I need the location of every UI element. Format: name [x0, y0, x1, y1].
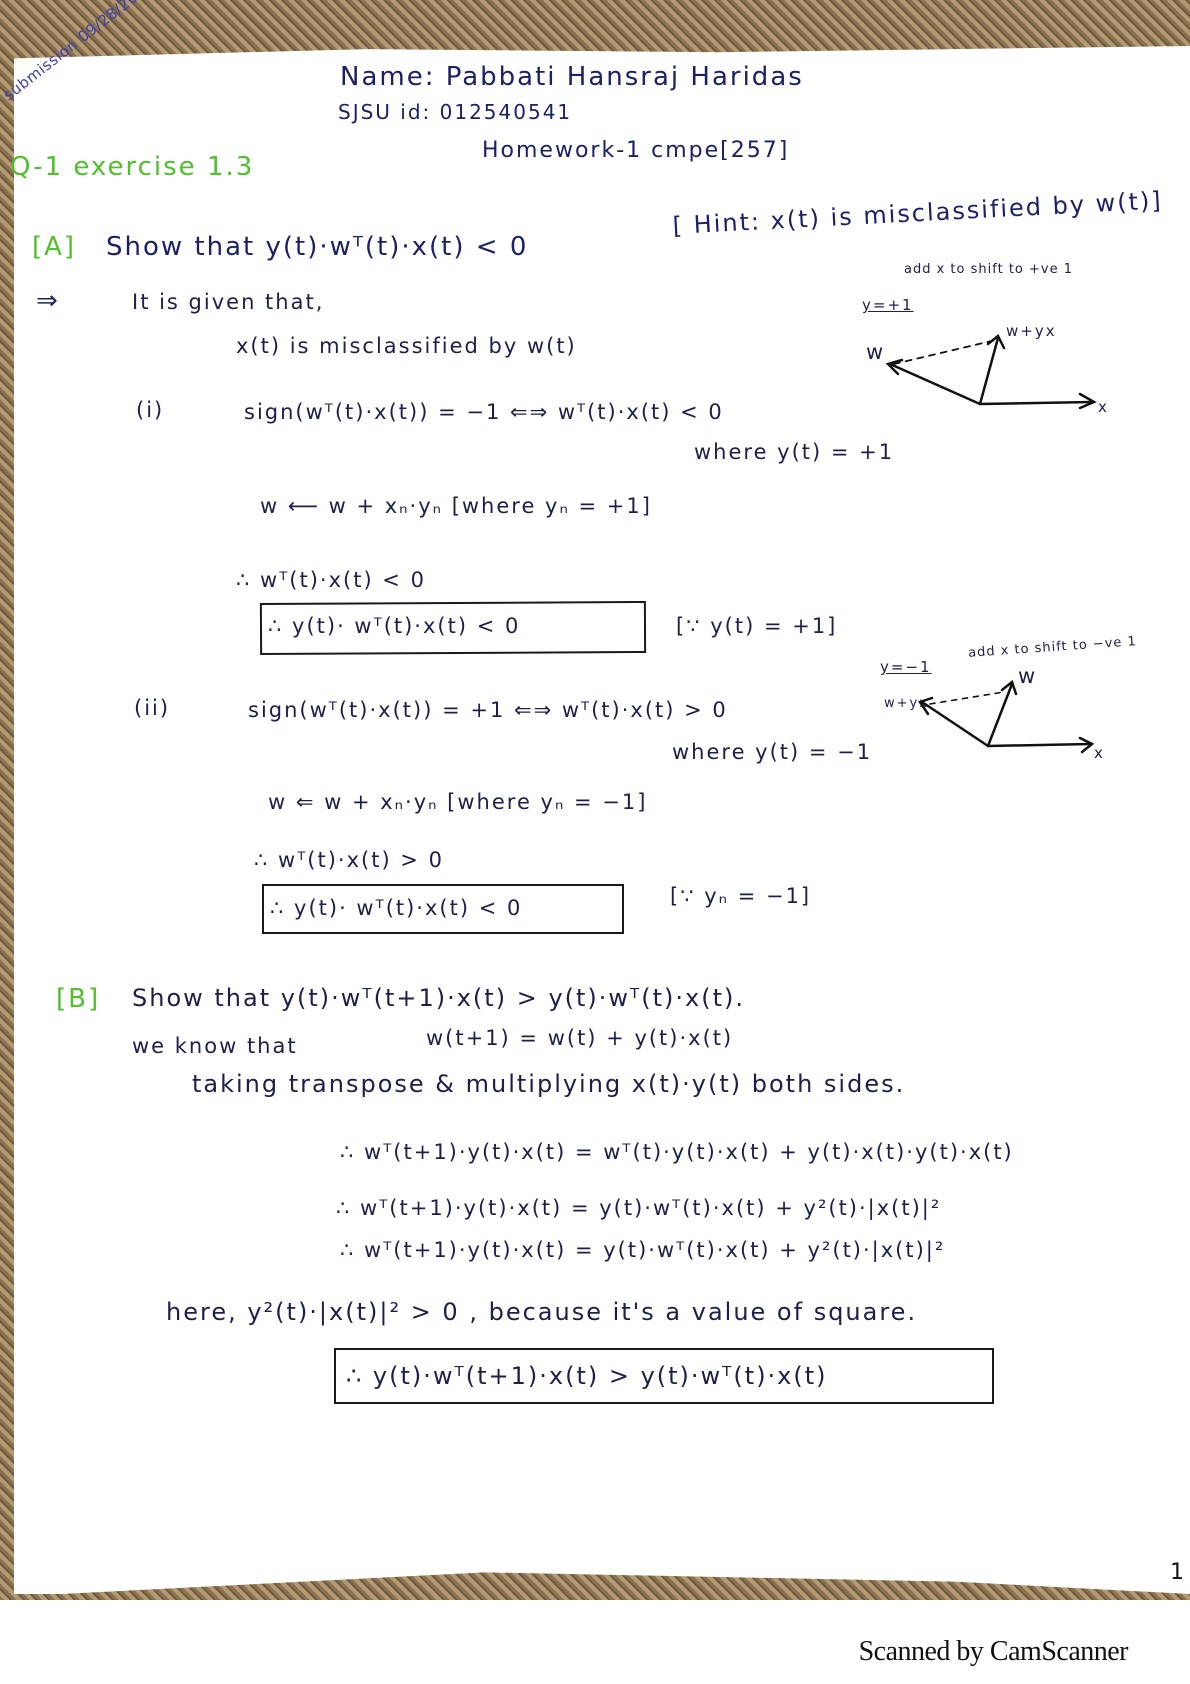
- part-a-label: [A]: [32, 232, 77, 262]
- we-know-text: we know that: [132, 1034, 298, 1058]
- case-ii-therefore: ∴ wᵀ(t)·x(t) > 0: [254, 848, 444, 872]
- case-i-therefore: ∴ wᵀ(t)·x(t) < 0: [236, 568, 426, 592]
- case-ii-boxed-result: ∴ y(t)· wᵀ(t)·x(t) < 0: [270, 896, 523, 920]
- diagram-i-x-label: x: [1098, 398, 1109, 416]
- part-b-boxed-result: ∴ y(t)·wᵀ(t+1)·x(t) > y(t)·wᵀ(t)·x(t): [346, 1362, 828, 1390]
- diagram-ii-caption: add x to shift to −ve 1: [967, 634, 1138, 661]
- part-a-statement: Show that y(t)·wᵀ(t)·x(t) < 0: [106, 232, 529, 262]
- part-a-hint: [ Hint: x(t) is misclassified by w(t)]: [672, 186, 1164, 240]
- case-ii-where: where y(t) = −1: [672, 740, 873, 764]
- vector-diagram-i: [880, 320, 1110, 410]
- diagram-ii-wyx-label: w+yx: [884, 696, 929, 711]
- here-explanation: here, y²(t)·|x(t)|² > 0 , because it's a value of square.: [166, 1298, 918, 1326]
- case-i-sign-equation: sign(wᵀ(t)·x(t)) = −1 ⇐⇒ wᵀ(t)·x(t) < 0: [244, 400, 724, 424]
- diagram-i-caption: add x to shift to +ve 1: [904, 262, 1073, 277]
- page-number: 1: [1170, 1560, 1184, 1585]
- case-i-where: where y(t) = +1: [694, 440, 895, 464]
- sjsu-id: SJSU id: 012540541: [338, 100, 573, 124]
- diagram-i-y-label: y=+1: [862, 296, 914, 314]
- equation-3: ∴ wᵀ(t+1)·y(t)·x(t) = y(t)·wᵀ(t)·x(t) + y²(t)·|x(t)|²: [340, 1238, 946, 1262]
- diagram-i-w-label: w: [866, 340, 886, 364]
- given-text: x(t) is misclassified by w(t): [236, 334, 577, 358]
- student-name: Name: Pabbati Hansraj Haridas: [340, 62, 804, 92]
- case-ii-reason: [∵ yₙ = −1]: [670, 884, 812, 908]
- update-rule: w(t+1) = w(t) + y(t)·x(t): [426, 1026, 734, 1050]
- case-i-reason: [∵ y(t) = +1]: [676, 614, 838, 638]
- case-i-update-rule: w ⟵ w + xₙ·yₙ [where yₙ = +1]: [260, 494, 652, 518]
- question-label: Q-1 exercise 1.3: [10, 152, 255, 182]
- equation-1: ∴ wᵀ(t+1)·y(t)·x(t) = wᵀ(t)·y(t)·x(t) + y(t)·x(t)·y(t)·x(t): [340, 1140, 1014, 1164]
- scanner-watermark: Scanned by CamScanner: [858, 1636, 1128, 1667]
- case-ii-update-rule: w ⇐ w + xₙ·yₙ [where yₙ = −1]: [268, 790, 648, 814]
- homework-title: Homework-1 cmpe[257]: [482, 138, 790, 163]
- case-ii-sign-equation: sign(wᵀ(t)·x(t)) = +1 ⇐⇒ wᵀ(t)·x(t) > 0: [248, 698, 728, 722]
- transpose-text: taking transpose & multiplying x(t)·y(t) both sides.: [192, 1070, 906, 1098]
- vector-diagram-ii: [900, 680, 1110, 760]
- case-i-label: (i): [136, 398, 165, 422]
- intro-text: It is given that,: [132, 290, 325, 314]
- implies-arrow: ⇒: [36, 286, 60, 316]
- diagram-ii-x-label: x: [1094, 744, 1105, 762]
- part-b-statement: Show that y(t)·wᵀ(t+1)·x(t) > y(t)·wᵀ(t)·x(t).: [132, 984, 746, 1012]
- equation-2: ∴ wᵀ(t+1)·y(t)·x(t) = y(t)·wᵀ(t)·x(t) + y²(t)·|x(t)|²: [336, 1196, 942, 1220]
- case-i-boxed-result: ∴ y(t)· wᵀ(t)·x(t) < 0: [268, 614, 521, 638]
- diagram-ii-y-label: y=−1: [880, 658, 932, 676]
- case-ii-label: (ii): [134, 696, 171, 720]
- diagram-ii-w-label: w: [1018, 664, 1038, 688]
- part-b-label: [B]: [56, 984, 101, 1014]
- diagram-i-wyx-label: w+yx: [1006, 322, 1057, 340]
